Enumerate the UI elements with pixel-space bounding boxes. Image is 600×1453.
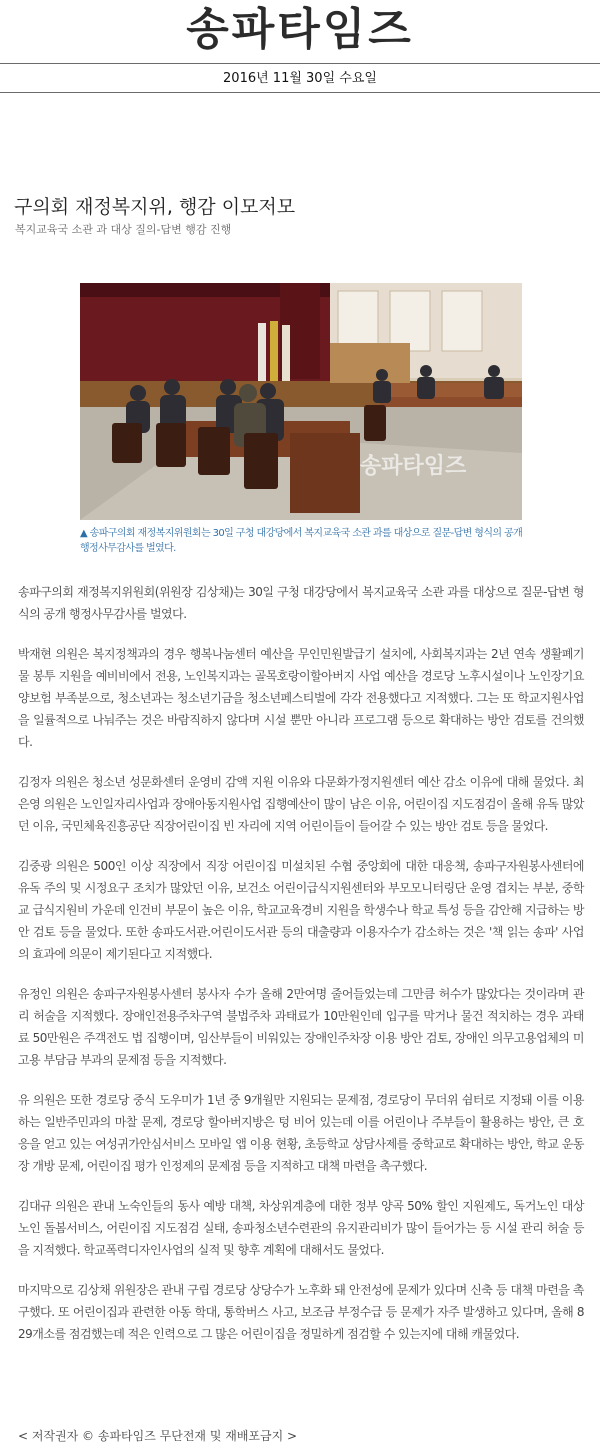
masthead-divider (0, 63, 600, 64)
article-paragraph: 김정자 의원은 청소년 성문화센터 운영비 감액 지원 이유와 다문화가정지원센터 예산 감소 이유에 대해 물었다. 최은영 의원은 노인일자리사업과 장애아동지원사업 집행예산이 많이 남은 이유, 어린이집 지도점검이 올해 유독 많았던 이유, 국민체육진흥공단 직장어린이집 빈 자리에 지역 어린이들이 들어갈 수 있는 방안 검토 등을 물었다. (18, 775, 584, 833)
masthead (0, 0, 600, 64)
article-paragraph: 유정인 의원은 송파구자원봉사센터 봉사자 수가 올해 2만여명 줄어들었는데 그만큼 허수가 많았다는 것이라며 관리 허술을 지적했다. 장애인전용주차구역 불법주차 과태료가 10만원인데 입구를 막거나 물건 적치하는 경우 과태료 50만원은 주객전도 법 집행이며, 임산부들이 비워있는 장애인주차장 이용 방안 검토, 장애인 의무고용업체의 미고용 부담금 부과의 문제점 등을 지적했다. (18, 987, 584, 1067)
article-paragraph: 김대규 의원은 관내 노숙인들의 동사 예방 대책, 차상위계층에 대한 정부 양곡 50% 할인 지원제도, 독거노인 대상 노인 돌봄서비스, 어린이집 지도점검 실태, 송파청소년수련관의 유지관리비가 많이 들어가는 등 시설 관리 허술 등을 지적했다. 학교폭력디자인사업의 실적 및 향후 계획에 대해서도 물었다. (18, 1199, 584, 1257)
triangle-icon: ▲ (80, 528, 90, 539)
photo-caption-text: 송파구의회 재정복지위원회는 30일 구청 대강당에서 복지교육국 소관 과를 대상으로 질문-답변 형식의 공개 행정사무감사를 벌였다. (80, 528, 523, 554)
article-paragraph: 김중광 의원은 500인 이상 직장에서 직장 어린이집 미설치된 수협 중앙회에 대한 대응책, 송파구자원봉사센터에 유독 주의 및 시정요구 조치가 많았던 이유, 보건소 어린이급식지원센터와 부모모니터링단 운영 겹치는 부분, 중학교 급식지원비 가운데 인건비 부문이 높은 이유, 학교교육경비 지원을 학생수나 학교 특성 등을 감안해 지급하는 방안 검토 등을 물었다. 또한 송파도서관.어린이도서관 등의 대출량과 이용자수가 감소하는 것은 '책 읽는 송파' 사업의 효과에 의문이 제기된다고 지적했다. (18, 859, 584, 961)
article-paragraph: 마지막으로 김상채 위원장은 관내 구립 경로당 상당수가 노후화 돼 안전성에 문제가 있다며 신축 등 대책 마련을 촉구했다. 또 어린이집과 관련한 아동 학대, 통학버스 사고, 보조금 부정수급 등 문제가 자주 발생하고 있다며, 올해 829개소를 점검했는데 적은 인력으로 그 많은 어린이집을 정밀하게 점검할 수 있는지에 대해 캐물었다. (18, 1283, 584, 1341)
article-body (18, 581, 584, 1363)
photo-watermark: 송파타임즈 (360, 454, 467, 479)
article-paragraph: 송파구의회 재정복지위원회(위원장 김상채)는 30일 구청 대강당에서 복지교육국 소관 과를 대상으로 질문-답변 형식의 공개 행정사무감사를 벌였다. (18, 585, 584, 621)
date-divider (0, 92, 600, 93)
article-paragraph: 박재현 의원은 복지정책과의 경우 행복나눔센터 예산을 무인민원발급기 설치에, 사회복지과는 2년 연속 생활폐기물 봉투 지원을 예비비에서 전용, 노인복지과는 골목호랑이할아버지 사업 예산을 경로당 노후시설이나 노인장기요양보험 부족분으로, 청소년과는 청소년기금을 청소년페스티벌에 각각 전용했다고 지적했다. 그는 또 학교지원사업을 일률적으로 나눠주는 것은 바람직하지 않다며 시설 뿐만 아니라 프로그램 등으로 확대하는 방안 검토를 건의했다. (18, 647, 584, 749)
article-paragraph: 유 의원은 또한 경로당 중식 도우미가 1년 중 9개월만 지원되는 문제점, 경로당이 무더위 쉼터로 지정돼 이를 이용하는 일반주민과의 마찰 문제, 경로당 할아버지방은 텅 비어 있는데 이를 어린이나 주부들이 활용하는 방안, 큰 호응을 얻고 있는 여성귀가안심서비스 모바일 앱 이용 현황, 초등학교 상담사제를 중학교로 확대하는 방안, 학교 운동장 개방 문제, 어린이집 평가 인정제의 문제점 등을 지적하고 대책 마련을 촉구했다. (18, 1093, 584, 1173)
site-logo[interactable]: 송파타임즈 (186, 4, 414, 55)
publication-date: 2016년 11월 30일 수요일 (223, 71, 377, 86)
photo-caption (80, 526, 525, 556)
article-headline: 구의회 재정복지위, 행감 이모저모 (14, 196, 296, 218)
article-photo (80, 283, 522, 520)
copyright-notice: < 저작권자 © 송파타임즈 무단전재 및 재배포금지 > (18, 1429, 298, 1443)
article-subheadline: 복지교육국 소관 과 대상 질의-답변 행감 진행 (15, 223, 232, 236)
